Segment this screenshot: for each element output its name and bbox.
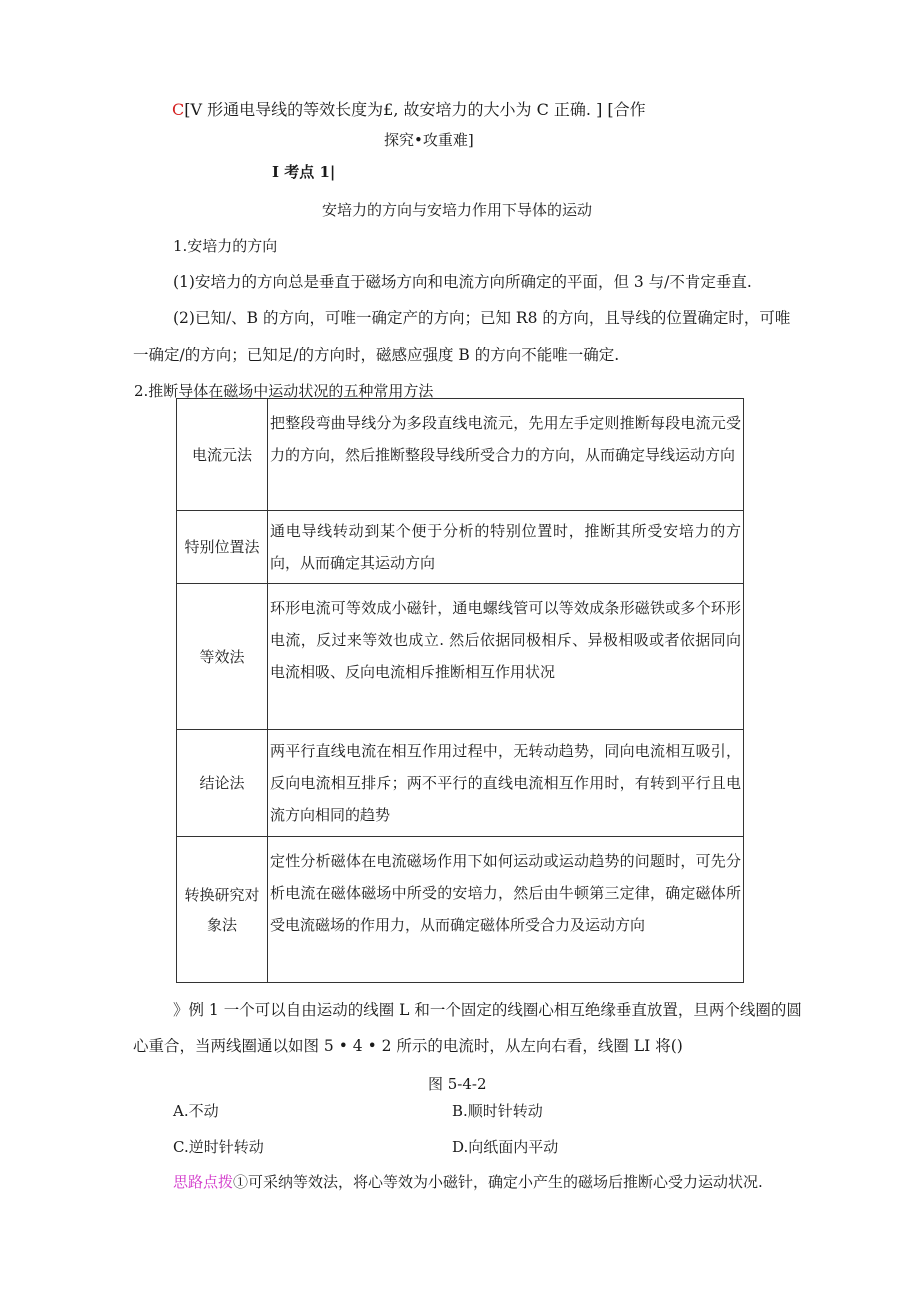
method-name: 结论法 — [177, 730, 268, 837]
table-row — [177, 837, 744, 983]
answer-explanation: [V 形通电导线的等效长度为£, 故安培力的大小为 C 正确. ] [合作 — [184, 100, 646, 119]
hint-line — [173, 1172, 763, 1192]
point1-paragraph-1: (1)安培力的方向总是垂直于磁场方向和电流方向所确定的平面，但 3 与/不肯定垂直. — [173, 273, 752, 291]
point1-paragraph-2-line-2: 一确定/的方向；已知足/的方向时，磁感应强度 B 的方向不能唯一确定. — [133, 346, 620, 364]
method-description: 把整段弯曲导线分为多段直线电流元，先用左手定则推断每段电流元受力的方向，然后推断整段导线所受合力的方向，从而确定导线运动方向 — [268, 399, 744, 511]
figure-label: 图 5-4-2 — [428, 1075, 487, 1093]
method-name: 转换研究对象法 — [177, 837, 268, 983]
hint-label: 思路点拨 — [173, 1173, 234, 1191]
method-description: 通电导线转动到某个便于分析的特别位置时，推断其所受安培力的方向，从而确定其运动方向 — [268, 511, 744, 584]
answer-letter: C — [172, 100, 185, 119]
answer-line-1 — [172, 100, 646, 120]
example-line-2: 心重合，当两线圈通以如图 5 • 4 • 2 所示的电流时，从左向右看，线圈 LI 将() — [133, 1037, 683, 1055]
methods-table — [176, 398, 744, 983]
option-a: A.不动 — [173, 1102, 219, 1120]
point1-paragraph-2-line-1: (2)已知/、B 的方向，可唯一确定产的方向；已知 R8 的方向，且导线的位置确定时，可唯 — [173, 309, 791, 327]
table-row — [177, 730, 744, 837]
table-row — [177, 399, 744, 511]
option-c: C.逆时针转动 — [173, 1138, 264, 1156]
option-d: D.向纸面内平动 — [452, 1138, 559, 1156]
method-description: 两平行直线电流在相互作用过程中，无转动趋势，同向电流相互吸引，反向电流相互排斥；两不平行的直线电流相互作用时，有转到平行且电流方向相同的趋势 — [268, 730, 744, 837]
point1-heading: 1.安培力的方向 — [173, 237, 278, 255]
section-title: 安培力的方向与安培力作用下导体的运动 — [322, 201, 593, 219]
method-name: 电流元法 — [177, 399, 268, 511]
point2-heading: 2.推断导体在磁场中运动状况的五种常用方法 — [134, 382, 434, 400]
method-description: 定性分析磁体在电流磁场作用下如何运动或运动趋势的问题时，可先分析电流在磁体磁场中所受的安培力，然后由牛顿第三定律，确定磁体所受电流磁场的作用力，从而确定磁体所受合力及运动方向 — [268, 837, 744, 983]
kaodian-label: I 考点 1| — [272, 163, 336, 181]
table-row — [177, 584, 744, 730]
table-row — [177, 511, 744, 584]
example-line-1: 》例 1 一个可以自由运动的线圈 L 和一个固定的线圈心相互绝缘垂直放置，旦两个线圈的圆 — [173, 1001, 802, 1019]
method-description: 环形电流可等效成小磁针，通电螺线管可以等效成条形磁铁或多个环形电流，反过来等效也成立. 然后依据同极相斥、异极相吸或者依据同向电流相吸、反向电流相斥推断相互作用状况 — [268, 584, 744, 730]
option-b: B.顺时针转动 — [452, 1102, 543, 1120]
method-name: 特别位置法 — [177, 511, 268, 584]
answer-line-2: 探究•攻重难] — [384, 131, 474, 149]
method-name: 等效法 — [177, 584, 268, 730]
hint-text: ①可采纳等效法，将心等效为小磁针，确定小产生的磁场后推断心受力运动状况. — [233, 1173, 763, 1191]
